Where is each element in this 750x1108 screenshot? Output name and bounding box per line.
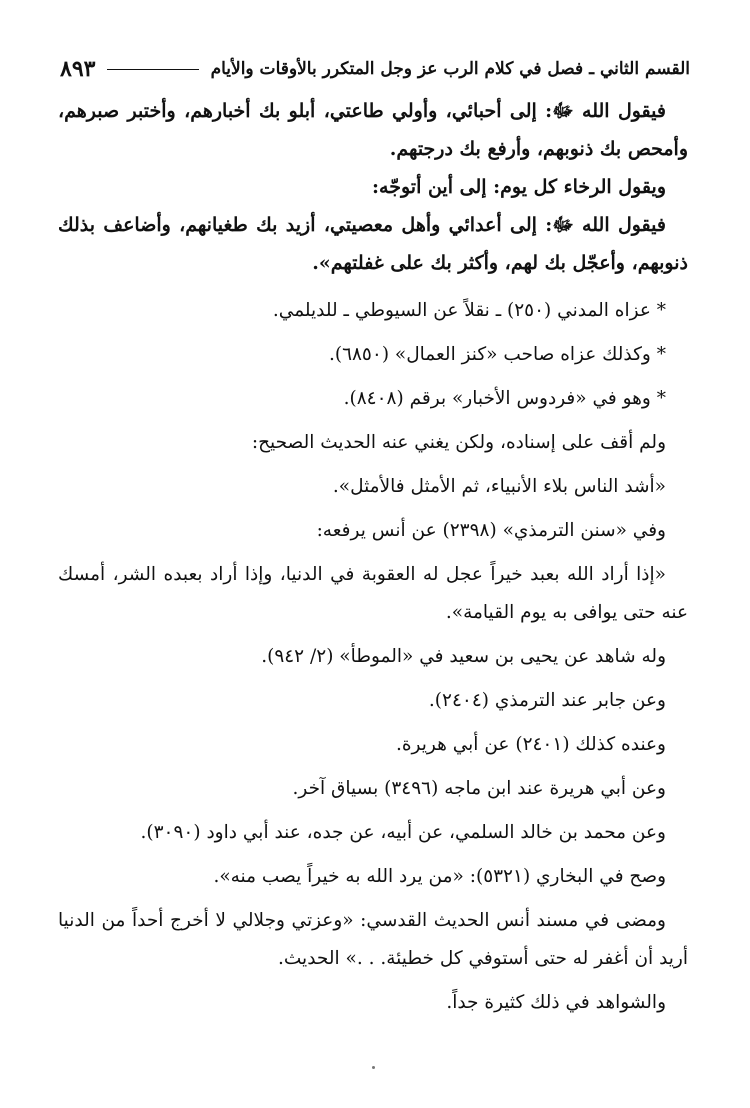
- paragraph-10: «إذا أراد الله بعبد خيراً عجل له العقوبة في الدنيا، وإذا أراد بعبده الشر، أمسك عنه حتى يوافى به يوم القيامة».: [58, 564, 688, 623]
- page-number: ٨٩٣: [60, 56, 96, 82]
- footnote-item-2: [58, 336, 688, 374]
- footnote-text-2: وكذلك عزاه صاحب «كنز العمال» (٦٨٥٠).: [328, 344, 651, 365]
- paragraph-9: وفي «سنن الترمذي» (٢٣٩٨) عن أنس يرفعه:: [316, 520, 666, 541]
- running-title: القسم الثاني ـ فصل في كلام الرب عز وجل المتكرر بالأوقات والأيام: [210, 59, 690, 79]
- paragraph-1: فيقول الله ﷻ: إلى أحبائي، وأولي طاعتي، أبلو بك أخبارهم، وأختبر صبرهم، وأمحص بك ذنوبهم، وأرفع بك درجتهم.: [58, 100, 688, 160]
- paragraph-17: ومضى في مسند أنس الحديث القدسي: «وعزتي وجلالي لا أخرج أحداً من الدنيا أريد أن أغفر له حتى أستوفي كل خطيئة. . .» الحديث.: [58, 910, 688, 969]
- paragraph-3: فيقول الله ﷻ: إلى أعدائي وأهل معصيتي، أزيد بك طغيانهم، وأضاعف بذلك ذنوبهم، وأعجّل بك لهم، وأكثر بك على غفلتهم».: [58, 214, 688, 274]
- paragraph-2: ويقول الرخاء كل يوم: إلى أين أتوجّه:: [372, 176, 666, 198]
- paragraph-13: وعنده كذلك (٢٤٠١) عن أبي هريرة.: [395, 734, 666, 755]
- paragraph-14: وعن أبي هريرة عند ابن ماجه (٣٤٩٦) بسياق آخر.: [292, 778, 666, 799]
- paragraph-18: والشواهد في ذلك كثيرة جداً.: [446, 992, 666, 1013]
- paragraph-12: وعن جابر عند الترمذي (٢٤٠٤).: [428, 690, 666, 711]
- footnote-item-3: [58, 380, 688, 418]
- footnote-text-3: وهو في «فردوس الأخبار» برقم (٨٤٠٨).: [343, 388, 651, 409]
- page-body: [58, 92, 688, 1088]
- header-rule: [107, 69, 198, 70]
- page-speck: [372, 1066, 375, 1069]
- asterisk-mark: *: [656, 388, 666, 409]
- paragraph-11: وله شاهد عن يحيى بن سعيد في «الموطأ» (٢/ ٩٤٢).: [261, 646, 666, 667]
- asterisk-mark: *: [656, 300, 666, 321]
- paragraph-8: «أشد الناس بلاء الأنبياء، ثم الأمثل فالأمثل».: [332, 476, 666, 497]
- paragraph-7: ولم أقف على إسناده، ولكن يغني عنه الحديث الصحيح:: [251, 432, 666, 453]
- footnote-item-1: [58, 292, 688, 330]
- page-header: [60, 52, 690, 86]
- footnote-text-1: عزاه المدني (٢٥٠) ـ نقلاً عن السيوطي ـ للديلمي.: [272, 300, 651, 321]
- paragraph-16: وصح في البخاري (٥٣٢١): «من يرد الله به خيراً يصب منه».: [213, 866, 666, 887]
- paragraph-15: وعن محمد بن خالد السلمي، عن أبيه، عن جده، عند أبي داود (٣٠٩٠).: [140, 822, 666, 843]
- asterisk-mark: *: [656, 344, 666, 365]
